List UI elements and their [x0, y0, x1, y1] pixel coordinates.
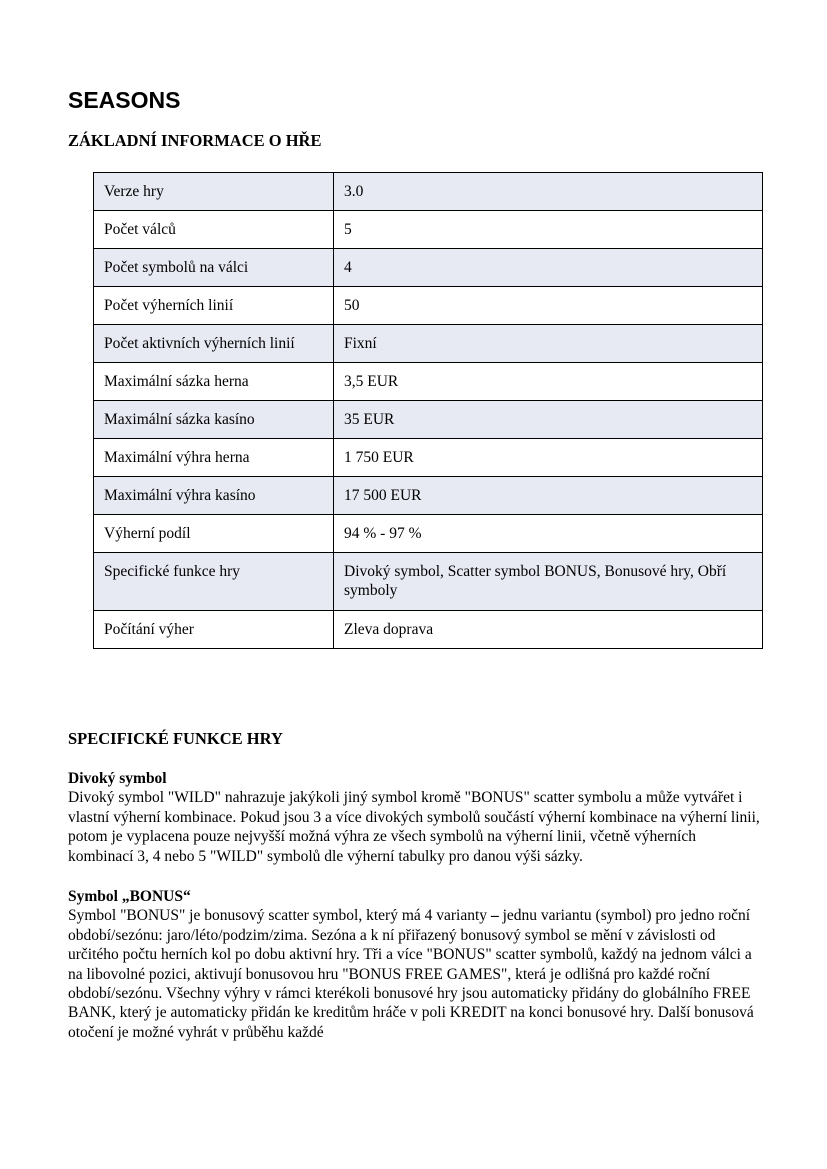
paragraph-bonus-dash: – [490, 907, 499, 925]
table-row [94, 363, 763, 401]
page-content [68, 0, 765, 1042]
row-value: 50 [334, 287, 763, 325]
table-row [94, 477, 763, 515]
row-label: Počet výherních linií [94, 287, 334, 325]
row-label: Počítání výher [94, 611, 334, 649]
row-value: 3,5 EUR [334, 363, 763, 401]
table-row [94, 287, 763, 325]
section-heading-basic-info: ZÁKLADNÍ INFORMACE O HŘE [68, 131, 322, 150]
document-title: SEASONS [68, 87, 181, 113]
row-value: Zleva doprava [334, 611, 763, 649]
table-row [94, 249, 763, 287]
row-value: Fixní [334, 325, 763, 363]
subsection-title-bonus: Symbol „BONUS“ [68, 888, 191, 906]
row-value: 94 % - 97 % [334, 515, 763, 553]
row-label: Maximální výhra herna [94, 439, 334, 477]
table-row [94, 401, 763, 439]
table-row [94, 325, 763, 363]
row-value: 17 500 EUR [334, 477, 763, 515]
table-row [94, 173, 763, 211]
section-heading-specific-functions: SPECIFICKÉ FUNKCE HRY [68, 729, 283, 748]
table-row [94, 515, 763, 553]
paragraph-bonus-text-after-dash: jednu variantu (symbol) pro jedno roční období/sezónu: jaro/léto/podzim/zima. Sezóna a k ní přiřazený bonusový symbol se mění v závislosti od určitého počtu herních kol po dobu aktivní hry. Tři a více "BONUS" scatter symbolů, každý na jednom válci a na libovolné pozici, aktivují bonusovou hru "BONUS FREE GAMES", která je odlišná pro každé roční období/sezónu. Všechny výhry v rámci kterékoli bonusové hry jsou automaticky přidány do globálního FREE BANK, který je automaticky přidán ke kreditům hráče v poli KREDIT na konci bonusové hry. Další bonusová otočení je možné vyhrát v průběhu každé [68, 907, 754, 1041]
subsection-title-wild: Divoký symbol [68, 770, 167, 787]
row-value: 1 750 EUR [334, 439, 763, 477]
paragraph-bonus [68, 906, 765, 1042]
row-label: Verze hry [94, 173, 334, 211]
paragraph-bonus-text-before-dash: Symbol "BONUS" je bonusový scatter symbol, který má 4 varianty [68, 907, 491, 925]
row-label: Maximální výhra kasíno [94, 477, 334, 515]
table-row [94, 439, 763, 477]
row-label: Specifické funkce hry [94, 553, 334, 611]
row-label: Počet válců [94, 211, 334, 249]
row-value: 5 [334, 211, 763, 249]
row-value: 35 EUR [334, 401, 763, 439]
row-label: Výherní podíl [94, 515, 334, 553]
row-label: Počet symbolů na válci [94, 249, 334, 287]
table-row [94, 553, 763, 611]
table-row [94, 611, 763, 649]
row-value: 4 [334, 249, 763, 287]
row-value: 3.0 [334, 173, 763, 211]
table-row [94, 211, 763, 249]
row-label: Počet aktivních výherních linií [94, 325, 334, 363]
row-value: Divoký symbol, Scatter symbol BONUS, Bonusové hry, Obří symboly [334, 553, 763, 611]
row-label: Maximální sázka kasíno [94, 401, 334, 439]
row-label: Maximální sázka herna [94, 363, 334, 401]
paragraph-wild: Divoký symbol "WILD" nahrazuje jakýkoli jiný symbol kromě "BONUS" scatter symbolu a může vytvářet i vlastní výherní kombinace. Pokud jsou 3 a více divokých symbolů součástí výherní kombinace na výherní linii, potom je vyplacena pouze nejvyšší možná výhra ze všech symbolů na výherní linii, včetně výherních kombinací 3, 4 nebo 5 "WILD" symbolů dle výherní tabulky pro danou výši sázky. [68, 789, 760, 865]
game-info-table [93, 172, 763, 649]
